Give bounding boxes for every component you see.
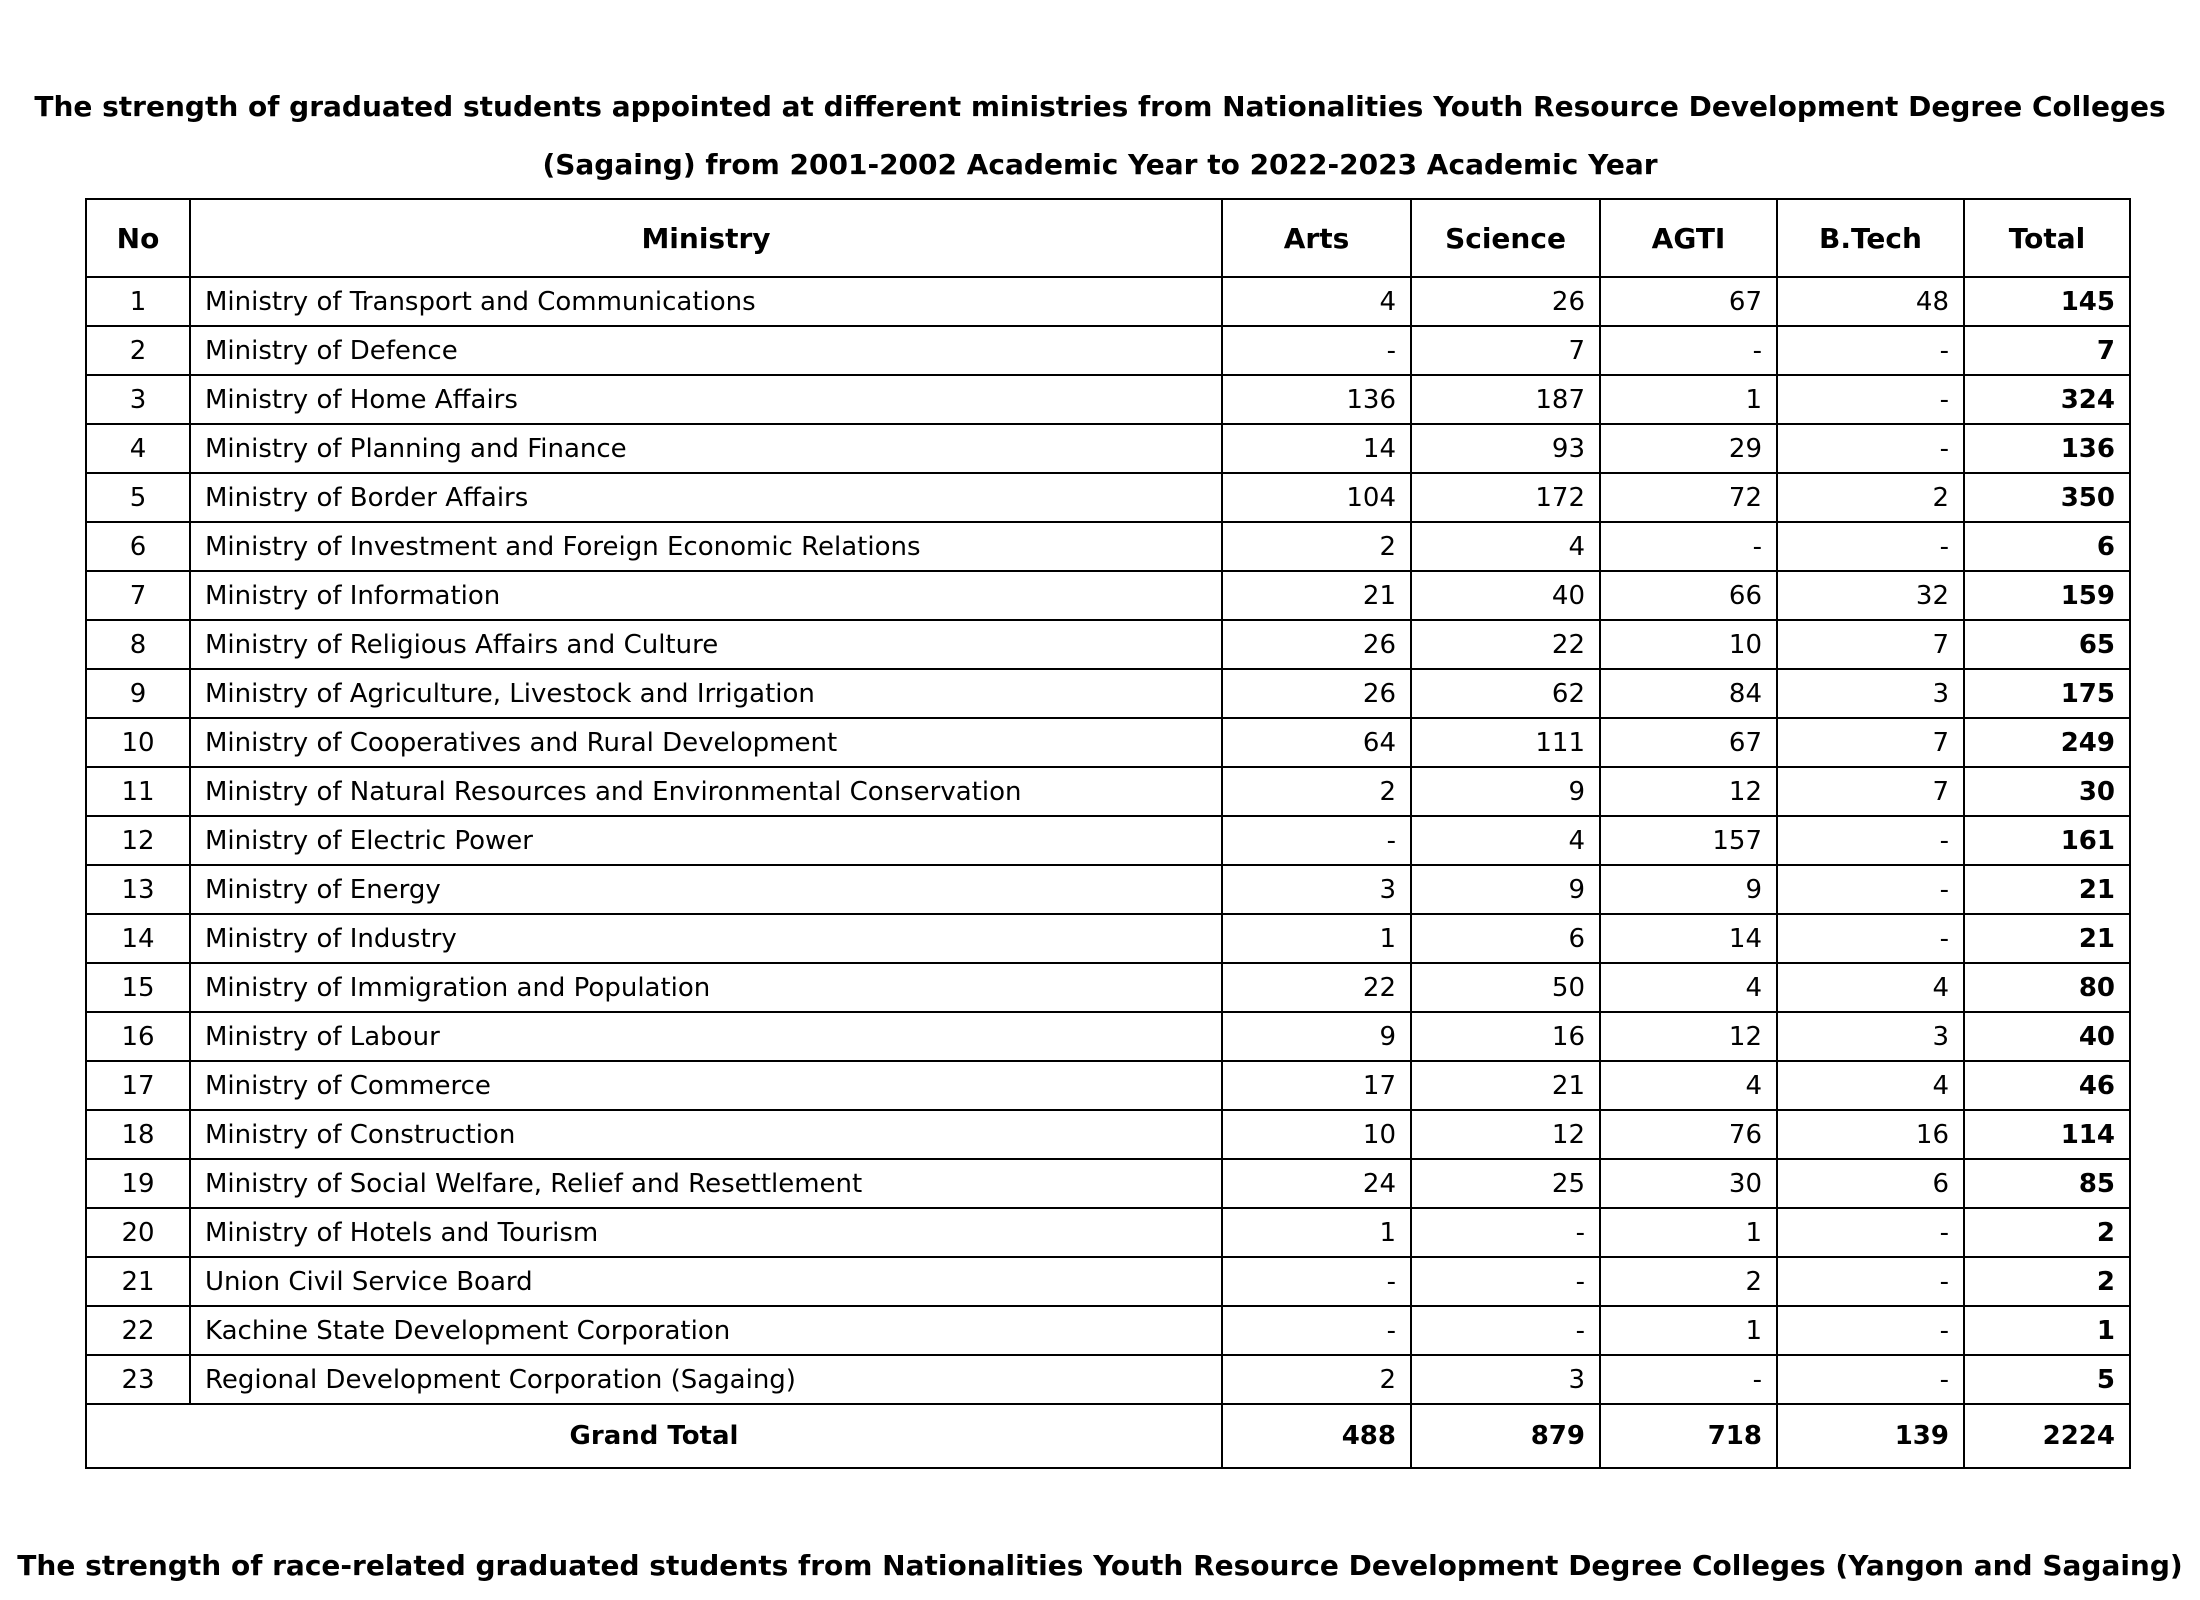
cell-arts: 1: [1222, 1208, 1411, 1257]
cell-ministry: Ministry of Planning and Finance: [190, 424, 1222, 473]
cell-no: 22: [86, 1306, 190, 1355]
table-row: [86, 669, 2130, 718]
cell-no: 19: [86, 1159, 190, 1208]
cell-total: 46: [1964, 1061, 2130, 1110]
grand-total-label: Grand Total: [86, 1404, 1222, 1468]
table-row: [86, 473, 2130, 522]
cell-total: 40: [1964, 1012, 2130, 1061]
cell-ministry: Ministry of Labour: [190, 1012, 1222, 1061]
table-row: [86, 1257, 2130, 1306]
cell-agti: 12: [1600, 767, 1777, 816]
cell-btech: 7: [1777, 767, 1964, 816]
cell-btech: 3: [1777, 669, 1964, 718]
cell-total: 6: [1964, 522, 2130, 571]
cell-no: 15: [86, 963, 190, 1012]
cell-arts: 104: [1222, 473, 1411, 522]
cell-btech: -: [1777, 1306, 1964, 1355]
cell-agti: -: [1600, 326, 1777, 375]
table-body: [86, 277, 2130, 1404]
cell-no: 4: [86, 424, 190, 473]
cell-btech: -: [1777, 522, 1964, 571]
cell-btech: -: [1777, 914, 1964, 963]
cell-total: 5: [1964, 1355, 2130, 1404]
cell-no: 20: [86, 1208, 190, 1257]
cell-science: -: [1411, 1306, 1600, 1355]
cell-agti: 1: [1600, 1208, 1777, 1257]
cell-total: 324: [1964, 375, 2130, 424]
cell-arts: 24: [1222, 1159, 1411, 1208]
cell-science: 7: [1411, 326, 1600, 375]
cell-ministry: Ministry of Investment and Foreign Economic Relations: [190, 522, 1222, 571]
cell-btech: -: [1777, 1355, 1964, 1404]
header-science: Science: [1411, 199, 1600, 277]
cell-agti: 2: [1600, 1257, 1777, 1306]
table-row: [86, 865, 2130, 914]
cell-arts: 21: [1222, 571, 1411, 620]
section-title-race-related: The strength of race-related graduated students from Nationalities Youth Resource Development Degree Colleges (Yangon and Sagaing): [17, 1549, 2183, 1582]
cell-science: 62: [1411, 669, 1600, 718]
grand-total-total: 2224: [1964, 1404, 2130, 1468]
cell-arts: -: [1222, 1257, 1411, 1306]
cell-no: 1: [86, 277, 190, 326]
cell-science: 25: [1411, 1159, 1600, 1208]
cell-btech: 32: [1777, 571, 1964, 620]
cell-btech: -: [1777, 424, 1964, 473]
cell-ministry: Ministry of Immigration and Population: [190, 963, 1222, 1012]
cell-arts: 26: [1222, 620, 1411, 669]
cell-total: 85: [1964, 1159, 2130, 1208]
cell-total: 249: [1964, 718, 2130, 767]
table-row: [86, 277, 2130, 326]
cell-agti: 29: [1600, 424, 1777, 473]
cell-total: 2: [1964, 1208, 2130, 1257]
table-row: [86, 767, 2130, 816]
cell-science: 4: [1411, 522, 1600, 571]
header-agti: AGTI: [1600, 199, 1777, 277]
cell-science: 12: [1411, 1110, 1600, 1159]
cell-arts: -: [1222, 1306, 1411, 1355]
grand-total-science: 879: [1411, 1404, 1600, 1468]
cell-science: 187: [1411, 375, 1600, 424]
cell-agti: 1: [1600, 1306, 1777, 1355]
cell-science: 4: [1411, 816, 1600, 865]
cell-ministry: Kachine State Development Corporation: [190, 1306, 1222, 1355]
cell-agti: -: [1600, 522, 1777, 571]
cell-btech: -: [1777, 1257, 1964, 1306]
cell-total: 161: [1964, 816, 2130, 865]
grand-total-agti: 718: [1600, 1404, 1777, 1468]
cell-agti: 67: [1600, 277, 1777, 326]
cell-agti: 1: [1600, 375, 1777, 424]
cell-no: 7: [86, 571, 190, 620]
cell-no: 10: [86, 718, 190, 767]
table-row: [86, 571, 2130, 620]
table-row: [86, 620, 2130, 669]
table-row: [86, 1208, 2130, 1257]
cell-no: 18: [86, 1110, 190, 1159]
cell-arts: 3: [1222, 865, 1411, 914]
cell-btech: 16: [1777, 1110, 1964, 1159]
cell-agti: 30: [1600, 1159, 1777, 1208]
cell-total: 21: [1964, 914, 2130, 963]
cell-no: 8: [86, 620, 190, 669]
cell-agti: 67: [1600, 718, 1777, 767]
cell-science: 9: [1411, 767, 1600, 816]
cell-agti: 157: [1600, 816, 1777, 865]
cell-agti: 76: [1600, 1110, 1777, 1159]
cell-no: 3: [86, 375, 190, 424]
cell-btech: -: [1777, 1208, 1964, 1257]
cell-agti: -: [1600, 1355, 1777, 1404]
cell-btech: 7: [1777, 718, 1964, 767]
cell-arts: 22: [1222, 963, 1411, 1012]
cell-ministry: Ministry of Social Welfare, Relief and Resettlement: [190, 1159, 1222, 1208]
title-line-1: The strength of graduated students appointed at different ministries from Nationalities Youth Resource Development Degree Colleges: [34, 90, 2166, 123]
cell-total: 1: [1964, 1306, 2130, 1355]
cell-no: 14: [86, 914, 190, 963]
cell-arts: -: [1222, 326, 1411, 375]
cell-no: 2: [86, 326, 190, 375]
cell-science: 111: [1411, 718, 1600, 767]
cell-total: 7: [1964, 326, 2130, 375]
cell-btech: -: [1777, 865, 1964, 914]
table-row: [86, 816, 2130, 865]
cell-agti: 4: [1600, 963, 1777, 1012]
cell-science: -: [1411, 1208, 1600, 1257]
cell-ministry: Ministry of Transport and Communications: [190, 277, 1222, 326]
header-total: Total: [1964, 199, 2130, 277]
cell-agti: 4: [1600, 1061, 1777, 1110]
cell-no: 12: [86, 816, 190, 865]
ministry-table: [85, 198, 2131, 1469]
cell-arts: 64: [1222, 718, 1411, 767]
cell-ministry: Ministry of Natural Resources and Environmental Conservation: [190, 767, 1222, 816]
page-title: [0, 78, 2200, 194]
table-row: [86, 1159, 2130, 1208]
cell-ministry: Regional Development Corporation (Sagaing): [190, 1355, 1222, 1404]
cell-no: 5: [86, 473, 190, 522]
cell-science: 3: [1411, 1355, 1600, 1404]
table-row: [86, 375, 2130, 424]
cell-no: 13: [86, 865, 190, 914]
cell-ministry: Ministry of Construction: [190, 1110, 1222, 1159]
table-row: [86, 424, 2130, 473]
cell-total: 145: [1964, 277, 2130, 326]
cell-btech: 4: [1777, 963, 1964, 1012]
cell-ministry: Ministry of Agriculture, Livestock and Irrigation: [190, 669, 1222, 718]
cell-total: 30: [1964, 767, 2130, 816]
cell-no: 23: [86, 1355, 190, 1404]
cell-arts: -: [1222, 816, 1411, 865]
table-row: [86, 1355, 2130, 1404]
table-row: [86, 1012, 2130, 1061]
cell-btech: -: [1777, 375, 1964, 424]
table-row: [86, 1110, 2130, 1159]
cell-arts: 10: [1222, 1110, 1411, 1159]
cell-ministry: Ministry of Cooperatives and Rural Development: [190, 718, 1222, 767]
header-no: No: [86, 199, 190, 277]
cell-agti: 10: [1600, 620, 1777, 669]
cell-science: -: [1411, 1257, 1600, 1306]
cell-science: 16: [1411, 1012, 1600, 1061]
cell-science: 26: [1411, 277, 1600, 326]
cell-agti: 72: [1600, 473, 1777, 522]
cell-arts: 136: [1222, 375, 1411, 424]
cell-no: 21: [86, 1257, 190, 1306]
header-btech: B.Tech: [1777, 199, 1964, 277]
cell-arts: 4: [1222, 277, 1411, 326]
cell-science: 50: [1411, 963, 1600, 1012]
cell-agti: 66: [1600, 571, 1777, 620]
cell-arts: 2: [1222, 522, 1411, 571]
cell-total: 2: [1964, 1257, 2130, 1306]
cell-total: 21: [1964, 865, 2130, 914]
cell-btech: 3: [1777, 1012, 1964, 1061]
cell-btech: 6: [1777, 1159, 1964, 1208]
cell-no: 9: [86, 669, 190, 718]
cell-ministry: Ministry of Religious Affairs and Culture: [190, 620, 1222, 669]
cell-ministry: Ministry of Energy: [190, 865, 1222, 914]
cell-total: 350: [1964, 473, 2130, 522]
cell-arts: 9: [1222, 1012, 1411, 1061]
cell-arts: 26: [1222, 669, 1411, 718]
cell-arts: 17: [1222, 1061, 1411, 1110]
cell-science: 21: [1411, 1061, 1600, 1110]
cell-no: 17: [86, 1061, 190, 1110]
cell-ministry: Ministry of Border Affairs: [190, 473, 1222, 522]
cell-total: 175: [1964, 669, 2130, 718]
cell-ministry: Ministry of Electric Power: [190, 816, 1222, 865]
cell-agti: 14: [1600, 914, 1777, 963]
cell-arts: 14: [1222, 424, 1411, 473]
cell-no: 16: [86, 1012, 190, 1061]
cell-science: 6: [1411, 914, 1600, 963]
table-row: [86, 914, 2130, 963]
table-header-row: [86, 199, 2130, 277]
cell-arts: 1: [1222, 914, 1411, 963]
table-row: [86, 1061, 2130, 1110]
cell-agti: 12: [1600, 1012, 1777, 1061]
cell-ministry: Ministry of Industry: [190, 914, 1222, 963]
table-row: [86, 718, 2130, 767]
cell-btech: 4: [1777, 1061, 1964, 1110]
cell-total: 114: [1964, 1110, 2130, 1159]
grand-total-arts: 488: [1222, 1404, 1411, 1468]
cell-science: 40: [1411, 571, 1600, 620]
cell-science: 9: [1411, 865, 1600, 914]
cell-btech: -: [1777, 816, 1964, 865]
cell-total: 65: [1964, 620, 2130, 669]
ministry-table-container: [85, 198, 2129, 1469]
table-row: [86, 963, 2130, 1012]
cell-ministry: Ministry of Home Affairs: [190, 375, 1222, 424]
cell-arts: 2: [1222, 1355, 1411, 1404]
cell-btech: -: [1777, 326, 1964, 375]
cell-total: 136: [1964, 424, 2130, 473]
cell-no: 6: [86, 522, 190, 571]
cell-btech: 7: [1777, 620, 1964, 669]
cell-ministry: Union Civil Service Board: [190, 1257, 1222, 1306]
cell-btech: 2: [1777, 473, 1964, 522]
cell-arts: 2: [1222, 767, 1411, 816]
header-ministry: Ministry: [190, 199, 1222, 277]
table-row: [86, 1306, 2130, 1355]
cell-science: 172: [1411, 473, 1600, 522]
cell-science: 22: [1411, 620, 1600, 669]
cell-no: 11: [86, 767, 190, 816]
grand-total-btech: 139: [1777, 1404, 1964, 1468]
cell-ministry: Ministry of Defence: [190, 326, 1222, 375]
cell-ministry: Ministry of Commerce: [190, 1061, 1222, 1110]
table-row: [86, 326, 2130, 375]
grand-total-row: [86, 1404, 2130, 1468]
cell-total: 80: [1964, 963, 2130, 1012]
header-arts: Arts: [1222, 199, 1411, 277]
cell-total: 159: [1964, 571, 2130, 620]
title-line-2: (Sagaing) from 2001-2002 Academic Year to 2022-2023 Academic Year: [542, 148, 1658, 181]
table-row: [86, 522, 2130, 571]
cell-agti: 84: [1600, 669, 1777, 718]
cell-science: 93: [1411, 424, 1600, 473]
cell-ministry: Ministry of Hotels and Tourism: [190, 1208, 1222, 1257]
cell-agti: 9: [1600, 865, 1777, 914]
cell-btech: 48: [1777, 277, 1964, 326]
cell-ministry: Ministry of Information: [190, 571, 1222, 620]
